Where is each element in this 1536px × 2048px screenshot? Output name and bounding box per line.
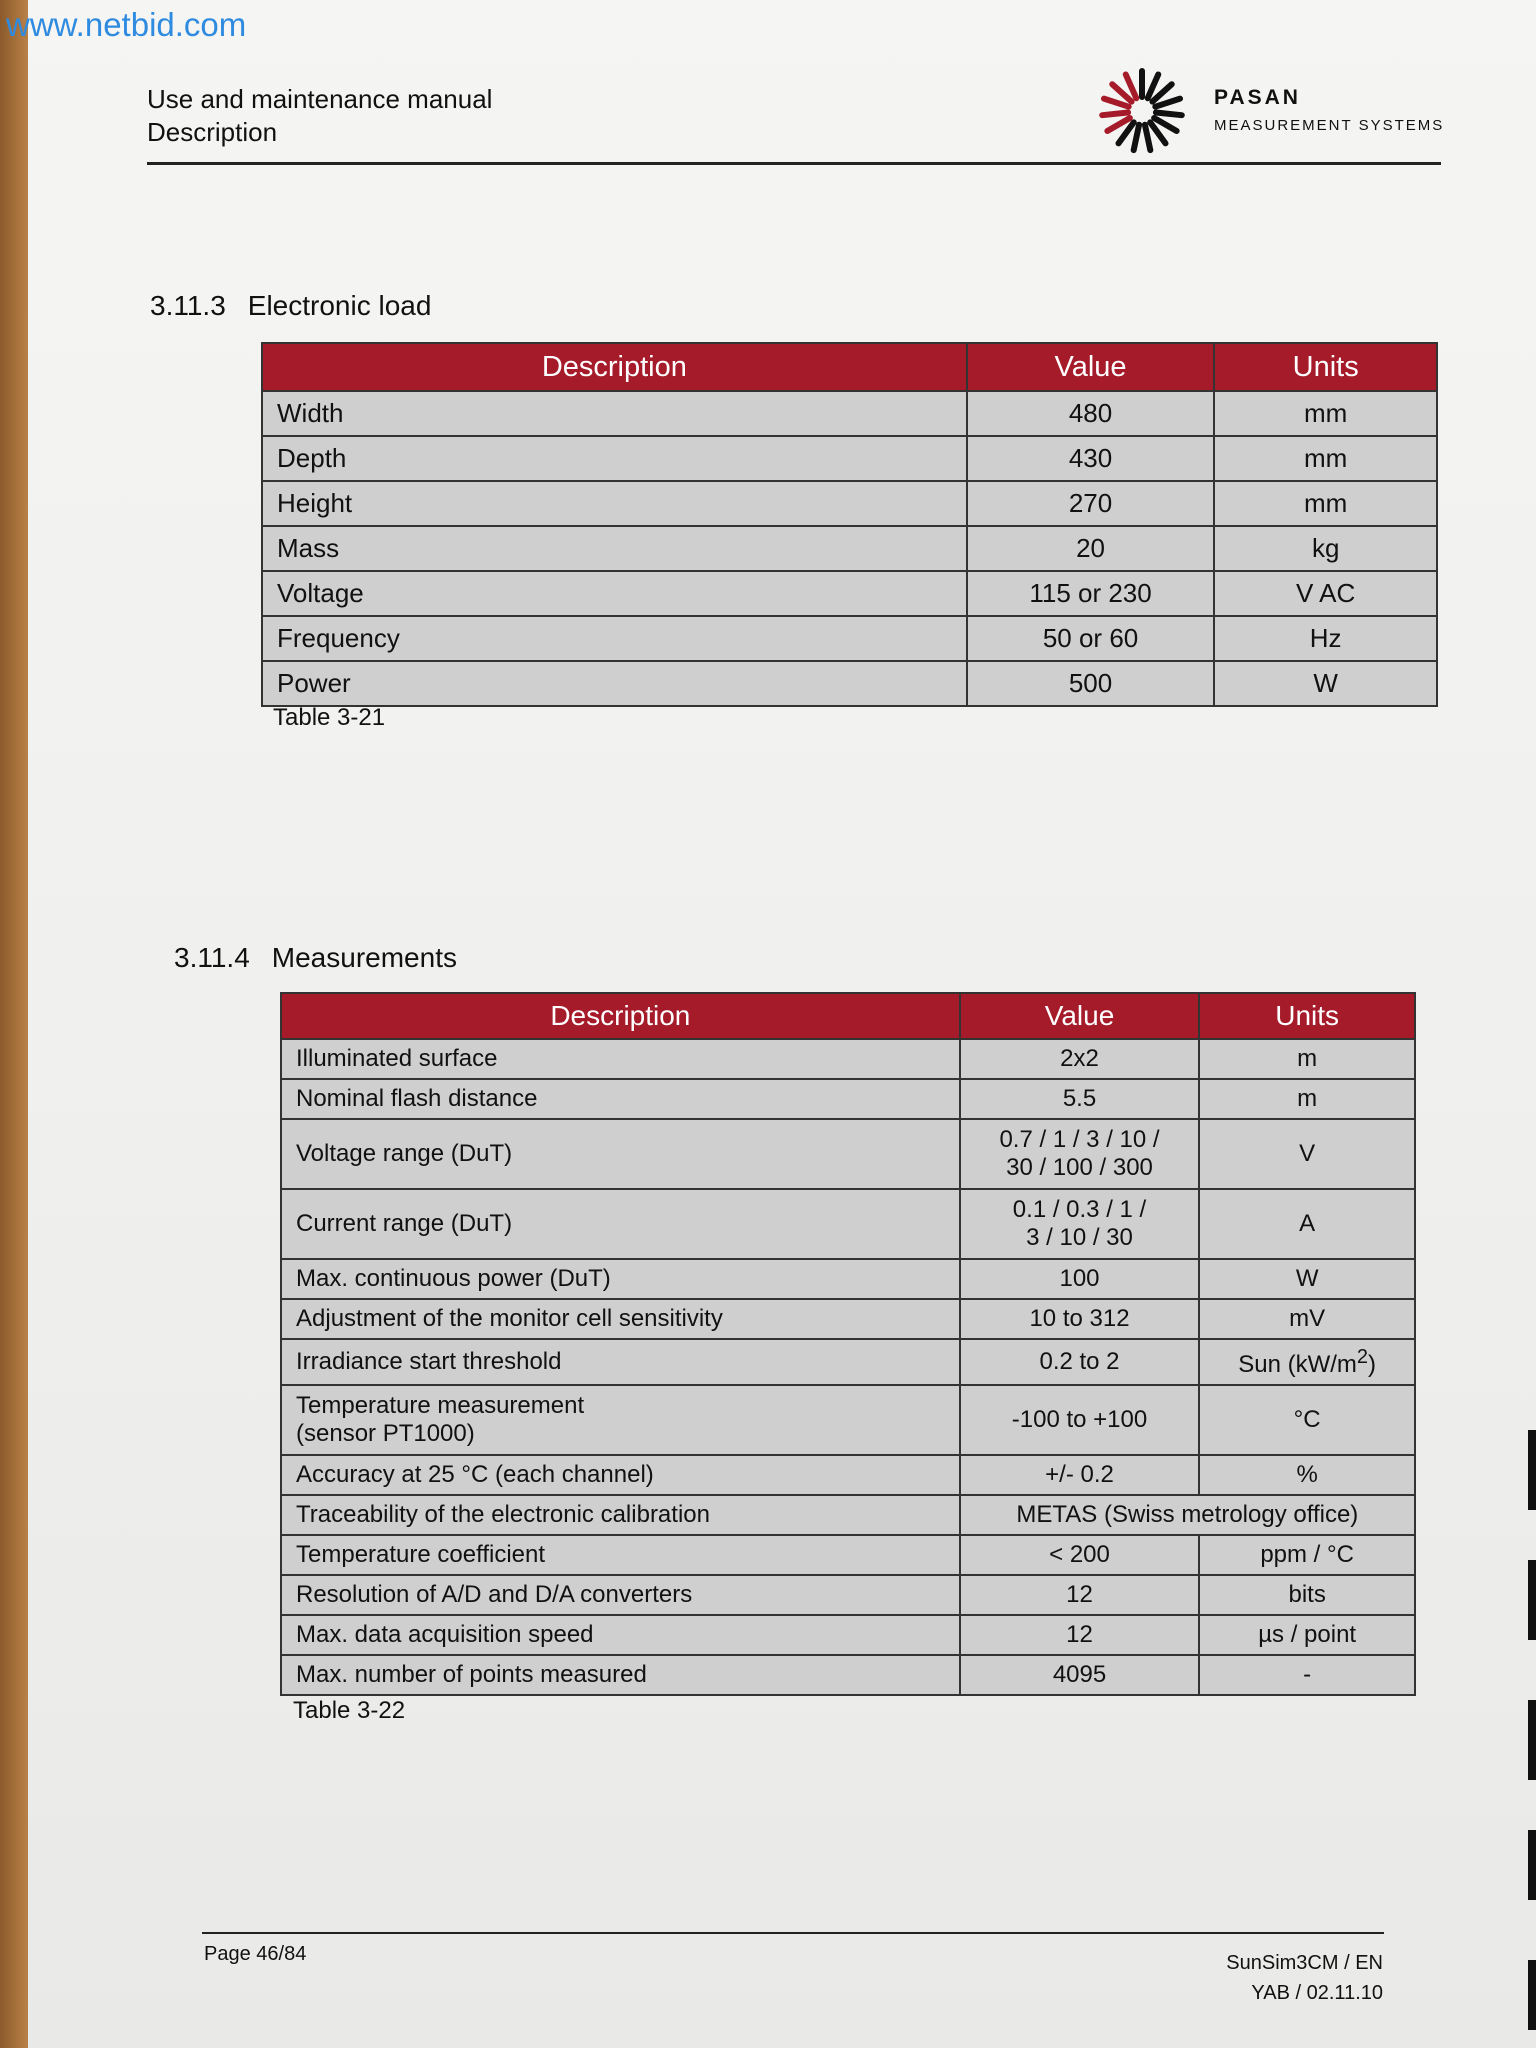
table-row	[281, 1259, 1415, 1299]
row-description: Max. data acquisition speed	[281, 1615, 960, 1655]
row-description	[281, 1385, 960, 1455]
manual-title: Use and maintenance manual	[147, 84, 493, 114]
section-title: Electronic load	[247, 290, 432, 321]
value-line: 0.1 / 0.3 / 1 /	[1012, 1196, 1147, 1223]
row-value: 430	[967, 436, 1215, 481]
table-row	[281, 1575, 1415, 1615]
row-value: 480	[967, 391, 1215, 436]
table-header-row	[262, 343, 1437, 391]
row-description: Frequency	[262, 616, 967, 661]
row-value: -100 to +100	[960, 1385, 1200, 1455]
table-row	[262, 481, 1437, 526]
table-row	[262, 436, 1437, 481]
row-description: Max. number of points measured	[281, 1655, 960, 1695]
electronic-load-table	[261, 342, 1438, 707]
row-unit: A	[1199, 1189, 1415, 1259]
row-unit: mV	[1199, 1299, 1415, 1339]
description-line: (sensor PT1000)	[296, 1420, 475, 1447]
row-unit: W	[1199, 1259, 1415, 1299]
row-description: Height	[262, 481, 967, 526]
manual-subtitle: Description	[147, 117, 278, 147]
row-unit: °C	[1199, 1385, 1415, 1455]
table-row	[281, 1455, 1415, 1495]
table-row	[281, 1655, 1415, 1695]
value-line: 0.7 / 1 / 3 / 10 /	[999, 1126, 1160, 1153]
page-number: Page 46/84	[204, 1943, 307, 1965]
section-heading-measurements	[174, 942, 457, 974]
row-unit: V AC	[1214, 571, 1437, 616]
row-value	[960, 1119, 1200, 1189]
table-row	[262, 616, 1437, 661]
row-description: Depth	[262, 436, 967, 481]
column-header-units: Units	[1214, 343, 1437, 391]
row-unit: bits	[1199, 1575, 1415, 1615]
unit-text-end: )	[1368, 1350, 1377, 1378]
revision-code: YAB / 02.11.10	[1251, 1982, 1383, 2004]
row-description: Illuminated surface	[281, 1039, 960, 1079]
table-row	[262, 661, 1437, 706]
row-description: Width	[262, 391, 967, 436]
binder-tab	[1528, 1700, 1536, 1780]
row-value: 20	[967, 526, 1215, 571]
value-line: 3 / 10 / 30	[1026, 1224, 1133, 1251]
section-title: Measurements	[271, 942, 457, 973]
brand-subtitle: MEASUREMENT SYSTEMS	[1214, 117, 1445, 134]
row-description: Resolution of A/D and D/A converters	[281, 1575, 960, 1615]
measurements-table	[280, 992, 1416, 1696]
column-header-units: Units	[1199, 993, 1415, 1039]
header-rule	[147, 162, 1441, 165]
row-description: Accuracy at 25 °C (each channel)	[281, 1455, 960, 1495]
row-value: 50 or 60	[967, 616, 1215, 661]
binder-tab	[1528, 1960, 1536, 2030]
row-description: Voltage	[262, 571, 967, 616]
row-unit: -	[1199, 1655, 1415, 1695]
row-unit: V	[1199, 1119, 1415, 1189]
value-line: 30 / 100 / 300	[1006, 1154, 1153, 1181]
binder-tab	[1528, 1830, 1536, 1900]
row-value: 4095	[960, 1655, 1200, 1695]
row-value: 12	[960, 1615, 1200, 1655]
table-row	[281, 1299, 1415, 1339]
watermark: www.netbid.com	[6, 6, 247, 43]
section-heading-electronic-load	[150, 290, 431, 322]
table-row	[281, 1119, 1415, 1189]
column-header-description: Description	[281, 993, 960, 1039]
table-row	[281, 1339, 1415, 1385]
row-value: +/- 0.2	[960, 1455, 1200, 1495]
row-unit: mm	[1214, 436, 1437, 481]
section-number: 3.11.4	[174, 942, 250, 973]
column-header-description: Description	[262, 343, 967, 391]
row-unit: µs / point	[1199, 1615, 1415, 1655]
table-header-row	[281, 993, 1415, 1039]
table-row	[281, 1615, 1415, 1655]
table-caption: Table 3-21	[273, 704, 386, 731]
row-unit: m	[1199, 1079, 1415, 1119]
description-line: Temperature measurement	[296, 1392, 585, 1419]
row-value: 270	[967, 481, 1215, 526]
row-unit: W	[1214, 661, 1437, 706]
row-value: 100	[960, 1259, 1200, 1299]
table-row	[281, 1385, 1415, 1455]
brand-name: PASAN	[1214, 86, 1301, 109]
row-description: Power	[262, 661, 967, 706]
row-value: 500	[967, 661, 1215, 706]
column-header-value: Value	[967, 343, 1215, 391]
table-row	[262, 391, 1437, 436]
row-description: Nominal flash distance	[281, 1079, 960, 1119]
unit-text: Sun (kW/m	[1238, 1350, 1357, 1378]
row-value: 12	[960, 1575, 1200, 1615]
unit-superscript: 2	[1356, 1345, 1369, 1368]
footer-rule	[202, 1932, 1384, 1934]
row-description: Adjustment of the monitor cell sensitivity	[281, 1299, 960, 1339]
row-value: 2x2	[960, 1039, 1200, 1079]
row-description: Voltage range (DuT)	[281, 1119, 960, 1189]
document-reference	[1226, 1948, 1383, 2008]
row-value: 0.2 to 2	[960, 1339, 1200, 1385]
binder-tab	[1528, 1560, 1536, 1640]
row-unit: mm	[1214, 391, 1437, 436]
section-number: 3.11.3	[150, 290, 226, 321]
row-unit: mm	[1214, 481, 1437, 526]
row-description: Irradiance start threshold	[281, 1339, 960, 1385]
row-value: METAS (Swiss metrology office)	[960, 1495, 1415, 1535]
row-unit: Hz	[1214, 616, 1437, 661]
document-code: SunSim3CM / EN	[1226, 1952, 1383, 1974]
row-value: < 200	[960, 1535, 1200, 1575]
row-value	[960, 1189, 1200, 1259]
pasan-logo-icon	[1092, 66, 1192, 156]
row-unit: kg	[1214, 526, 1437, 571]
row-value: 115 or 230	[967, 571, 1215, 616]
table-row	[281, 1189, 1415, 1259]
binder-tab	[1528, 1430, 1536, 1510]
table-row	[281, 1079, 1415, 1119]
row-unit: %	[1199, 1455, 1415, 1495]
table-row	[262, 571, 1437, 616]
table-row	[281, 1495, 1415, 1535]
row-description: Max. continuous power (DuT)	[281, 1259, 960, 1299]
row-description: Current range (DuT)	[281, 1189, 960, 1259]
row-unit	[1199, 1339, 1415, 1385]
row-value: 10 to 312	[960, 1299, 1200, 1339]
column-header-value: Value	[960, 993, 1200, 1039]
table-row	[281, 1535, 1415, 1575]
row-value: 5.5	[960, 1079, 1200, 1119]
row-description: Temperature coefficient	[281, 1535, 960, 1575]
table-row	[281, 1039, 1415, 1079]
row-description: Traceability of the electronic calibration	[281, 1495, 960, 1535]
row-unit: m	[1199, 1039, 1415, 1079]
row-description: Mass	[262, 526, 967, 571]
row-unit: ppm / °C	[1199, 1535, 1415, 1575]
table-row	[262, 526, 1437, 571]
table-caption: Table 3-22	[293, 1697, 406, 1724]
